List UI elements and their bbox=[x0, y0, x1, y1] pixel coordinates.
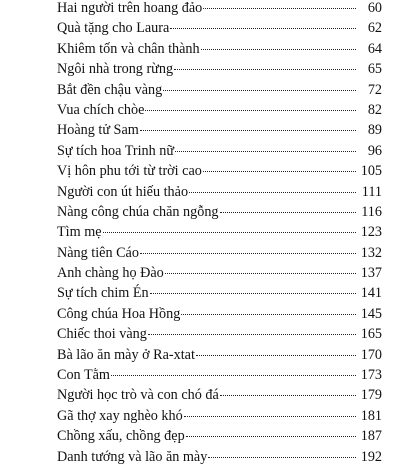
toc-entry bbox=[57, 0, 382, 18]
dot-leader bbox=[181, 314, 356, 315]
dot-leader bbox=[140, 253, 356, 254]
toc-entry-page-number: 137 bbox=[360, 265, 382, 282]
toc-entry-title: Gã thợ xay nghèo khó bbox=[57, 407, 183, 424]
dot-leader bbox=[165, 273, 356, 274]
toc-entry bbox=[57, 345, 382, 365]
toc-entry bbox=[57, 324, 382, 344]
toc-entry bbox=[57, 283, 382, 303]
toc-entry-title: Sự tích hoa Trinh nữ bbox=[57, 142, 175, 159]
dot-leader bbox=[220, 212, 356, 213]
toc-entry-page-number: 96 bbox=[367, 142, 382, 159]
toc-entry-page-number: 192 bbox=[360, 448, 382, 465]
toc-entry bbox=[57, 426, 382, 446]
toc-entry bbox=[57, 406, 382, 426]
toc-entry bbox=[57, 447, 382, 467]
toc-entry-title: Người con út hiếu thảo bbox=[57, 183, 189, 200]
toc-entry bbox=[57, 80, 382, 100]
toc-entry bbox=[57, 222, 382, 242]
toc-entry-title: Công chúa Hoa Hồng bbox=[57, 305, 181, 322]
dot-leader bbox=[111, 375, 356, 376]
toc-entry-page-number: 145 bbox=[360, 305, 382, 322]
toc-entry-page-number: 170 bbox=[360, 346, 382, 363]
toc-entry-title: Vua chích chòe bbox=[57, 101, 145, 118]
dot-leader bbox=[186, 436, 356, 437]
toc-entry-title: Con Tằm bbox=[57, 367, 110, 384]
toc-entry-page-number: 89 bbox=[367, 122, 382, 139]
toc-entry-title: Nàng công chúa chăn ngỗng bbox=[57, 203, 219, 220]
toc-entry-title: Hoàng tử Sam bbox=[57, 122, 139, 139]
toc-entry bbox=[57, 120, 382, 140]
toc-entry-title: Sự tích chim Én bbox=[57, 285, 149, 302]
toc-entry-page-number: 141 bbox=[360, 285, 382, 302]
toc-entry-page-number: 82 bbox=[367, 101, 382, 118]
toc-entry-page-number: 181 bbox=[360, 407, 382, 424]
dot-leader bbox=[196, 355, 356, 356]
dot-leader bbox=[150, 293, 356, 294]
toc-entry-page-number: 65 bbox=[367, 61, 382, 78]
toc-entry-page-number: 64 bbox=[367, 40, 382, 57]
toc-entry bbox=[57, 141, 382, 161]
toc-entry-title: Ngôi nhà trong rừng bbox=[57, 61, 174, 78]
dot-leader bbox=[201, 49, 356, 50]
dot-leader bbox=[203, 171, 356, 172]
toc-entry bbox=[57, 365, 382, 385]
toc-entry bbox=[57, 243, 382, 263]
toc-entry bbox=[57, 202, 382, 222]
dot-leader bbox=[189, 192, 356, 193]
toc-entry-page-number: 111 bbox=[361, 183, 382, 200]
dot-leader bbox=[220, 395, 356, 396]
dot-leader bbox=[103, 232, 356, 233]
toc-entry bbox=[57, 385, 382, 405]
toc-entry-page-number: 187 bbox=[360, 428, 382, 445]
toc-entry-title: Khiêm tốn và chân thành bbox=[57, 40, 200, 57]
dot-leader bbox=[170, 28, 356, 29]
toc-entry-title: Hai người trên hoang đảo bbox=[57, 0, 203, 16]
toc-entry-page-number: 62 bbox=[367, 20, 382, 37]
dot-leader bbox=[208, 457, 356, 458]
toc-entry-title: Bắt đền chậu vàng bbox=[57, 81, 163, 98]
dot-leader bbox=[140, 130, 356, 131]
toc-entry-title: Tìm mẹ bbox=[57, 224, 102, 241]
toc-entry-title: Quà tặng cho Laura bbox=[57, 20, 170, 37]
dot-leader bbox=[203, 8, 356, 9]
toc-entry-title: Nàng tiên Cáo bbox=[57, 244, 139, 261]
toc-entry bbox=[57, 18, 382, 38]
toc-entry-title: Danh tướng và lão ăn mày bbox=[57, 448, 208, 465]
toc-entry-title: Chiếc thoi vàng bbox=[57, 326, 147, 343]
toc-entry-page-number: 179 bbox=[360, 387, 382, 404]
toc-entry bbox=[57, 304, 382, 324]
toc-entry bbox=[57, 161, 382, 181]
dot-leader bbox=[175, 151, 356, 152]
dot-leader bbox=[148, 334, 356, 335]
toc-entry bbox=[57, 263, 382, 283]
toc-entry bbox=[57, 39, 382, 59]
toc-entry-page-number: 60 bbox=[367, 0, 382, 16]
toc-entry-title: Chồng xấu, chồng đẹp bbox=[57, 428, 185, 445]
dot-leader bbox=[184, 416, 356, 417]
toc-entry-title: Anh chàng họ Đào bbox=[57, 265, 164, 282]
toc-entry bbox=[57, 100, 382, 120]
toc-entry-page-number: 72 bbox=[367, 81, 382, 98]
toc-entry-page-number: 116 bbox=[361, 203, 382, 220]
toc-entry-page-number: 173 bbox=[360, 367, 382, 384]
toc-entry-title: Bà lão ăn mày ở Ra-xtat bbox=[57, 346, 195, 363]
dot-leader bbox=[145, 110, 356, 111]
toc-entry-page-number: 123 bbox=[360, 224, 382, 241]
toc-entry bbox=[57, 59, 382, 79]
dot-leader bbox=[163, 90, 356, 91]
toc-entry bbox=[57, 182, 382, 202]
toc-entry-page-number: 105 bbox=[360, 163, 382, 180]
toc-entry-page-number: 165 bbox=[360, 326, 382, 343]
toc-entry-title: Vị hôn phu tới từ trời cao bbox=[57, 163, 202, 180]
dot-leader bbox=[174, 69, 356, 70]
toc-entry-title: Người học trò và con chó đá bbox=[57, 387, 219, 404]
table-of-contents bbox=[57, 0, 382, 467]
toc-entry-page-number: 132 bbox=[360, 244, 382, 261]
